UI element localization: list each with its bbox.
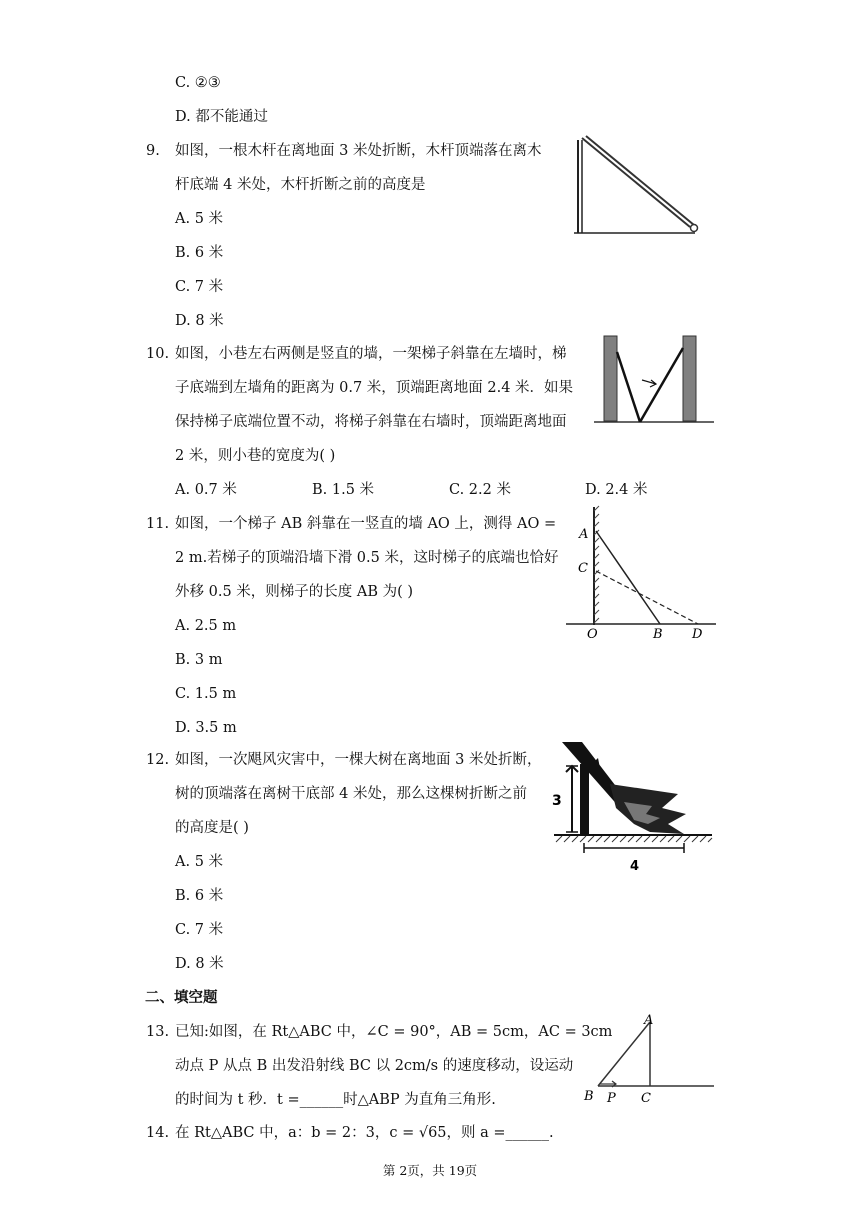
q11-label-o: O xyxy=(587,627,598,641)
q8-option-c: C. ②③ xyxy=(175,75,221,91)
q13-text-line-1: 已知:如图，在 Rt△ABC 中，∠C = 90°，AB = 5cm，AC = 3cm xyxy=(175,1024,613,1040)
q9-option-b: B. 6 米 xyxy=(175,245,224,261)
q12-option-d: D. 8 米 xyxy=(175,956,224,972)
page-footer: 第 2页，共 19页 xyxy=(382,1163,478,1178)
q11-label-b: B xyxy=(653,627,663,641)
q9-number: 9. xyxy=(146,143,160,159)
section-title-fill-in-blank: 二、填空题 xyxy=(145,989,218,1006)
q10-option-d: D. 2.4 米 xyxy=(585,482,648,498)
q10-text-line-3: 保持梯子底端位置不动，将梯子斜靠在右墙时，顶端距离地面 xyxy=(175,414,567,430)
q11-figure-ladder-wall xyxy=(566,505,720,641)
q13-label-a: A xyxy=(644,1013,654,1028)
q11-option-d: D. 3.5 m xyxy=(175,720,237,736)
q13-label-p: P xyxy=(607,1091,616,1106)
q10-option-c: C. 2.2 米 xyxy=(449,482,511,498)
q11-option-b: B. 3 m xyxy=(175,652,223,668)
q14-number: 14. xyxy=(146,1125,170,1141)
q8-option-d: D. 都不能通过 xyxy=(175,109,268,125)
q12-option-c: C. 7 米 xyxy=(175,922,224,938)
q13-number: 13. xyxy=(146,1024,170,1040)
q9-option-c: C. 7 米 xyxy=(175,279,224,295)
q12-text-line-1: 如图，一次飓风灾害中，一棵大树在离地面 3 米处折断， xyxy=(175,752,542,768)
q12-number: 12. xyxy=(146,752,170,768)
q12-label-height: 3 xyxy=(552,793,562,809)
q13-text-line-3: 的时间为 t 秒．t =______时△ABP 为直角三角形. xyxy=(175,1092,496,1108)
q10-text-line-2: 子底端到左墙角的距离为 0.7 米，顶端距离地面 2.4 米．如果 xyxy=(175,380,574,396)
q10-option-b: B. 1.5 米 xyxy=(312,482,375,498)
q12-text-line-3: 的高度是( ) xyxy=(175,820,249,836)
q9-figure-broken-pole xyxy=(570,130,710,240)
q11-option-c: C. 1.5 m xyxy=(175,686,237,702)
q13-text-line-2: 动点 P 从点 B 出发沿射线 BC 以 2cm/s 的速度移动，设运动 xyxy=(175,1058,574,1074)
q14-text-line: 在 Rt△ABC 中，a：b = 2：3，c = √65，则 a =______. xyxy=(175,1125,554,1141)
q12-option-b: B. 6 米 xyxy=(175,888,224,904)
q11-label-d: D xyxy=(692,627,703,641)
q11-text-line-2: 2 m.若梯子的顶端沿墙下滑 0.5 米，这时梯子的底端也恰好 xyxy=(175,550,559,566)
q13-figure-right-triangle xyxy=(578,1010,716,1106)
q11-option-a: A. 2.5 m xyxy=(175,618,237,634)
q9-option-d: D. 8 米 xyxy=(175,313,224,329)
q11-label-a: A xyxy=(579,527,589,542)
q9-text-line-2: 杆底端 4 米处，木杆折断之前的高度是 xyxy=(175,177,426,193)
q10-text-line-1: 如图，小巷左右两侧是竖直的墙，一架梯子斜靠在左墙时，梯 xyxy=(175,346,567,362)
q10-number: 10. xyxy=(146,346,170,362)
q10-figure-ladder-alley xyxy=(594,330,716,430)
q10-text-line-4: 2 米，则小巷的宽度为( ) xyxy=(175,448,336,464)
q12-text-line-2: 树的顶端落在离树干底部 4 米处，那么这棵树折断之前 xyxy=(175,786,527,802)
q11-number: 11. xyxy=(146,516,170,532)
q13-label-b: B xyxy=(584,1089,594,1104)
q9-text-line-1: 如图，一根木杆在离地面 3 米处折断，木杆顶端落在离木 xyxy=(175,143,542,159)
q9-option-a: A. 5 米 xyxy=(175,211,224,227)
q11-text-line-3: 外移 0.5 米，则梯子的长度 AB 为( ) xyxy=(175,584,414,600)
q11-label-c: C xyxy=(578,561,588,576)
q11-text-line-1: 如图，一个梯子 AB 斜靠在一竖直的墙 AO 上，测得 AO = xyxy=(175,516,557,532)
q12-figure-broken-tree xyxy=(550,738,716,878)
q13-label-c: C xyxy=(641,1091,651,1106)
q10-option-a: A. 0.7 米 xyxy=(175,482,237,498)
q12-label-distance: 4 xyxy=(630,859,640,874)
q12-option-a: A. 5 米 xyxy=(175,854,224,870)
